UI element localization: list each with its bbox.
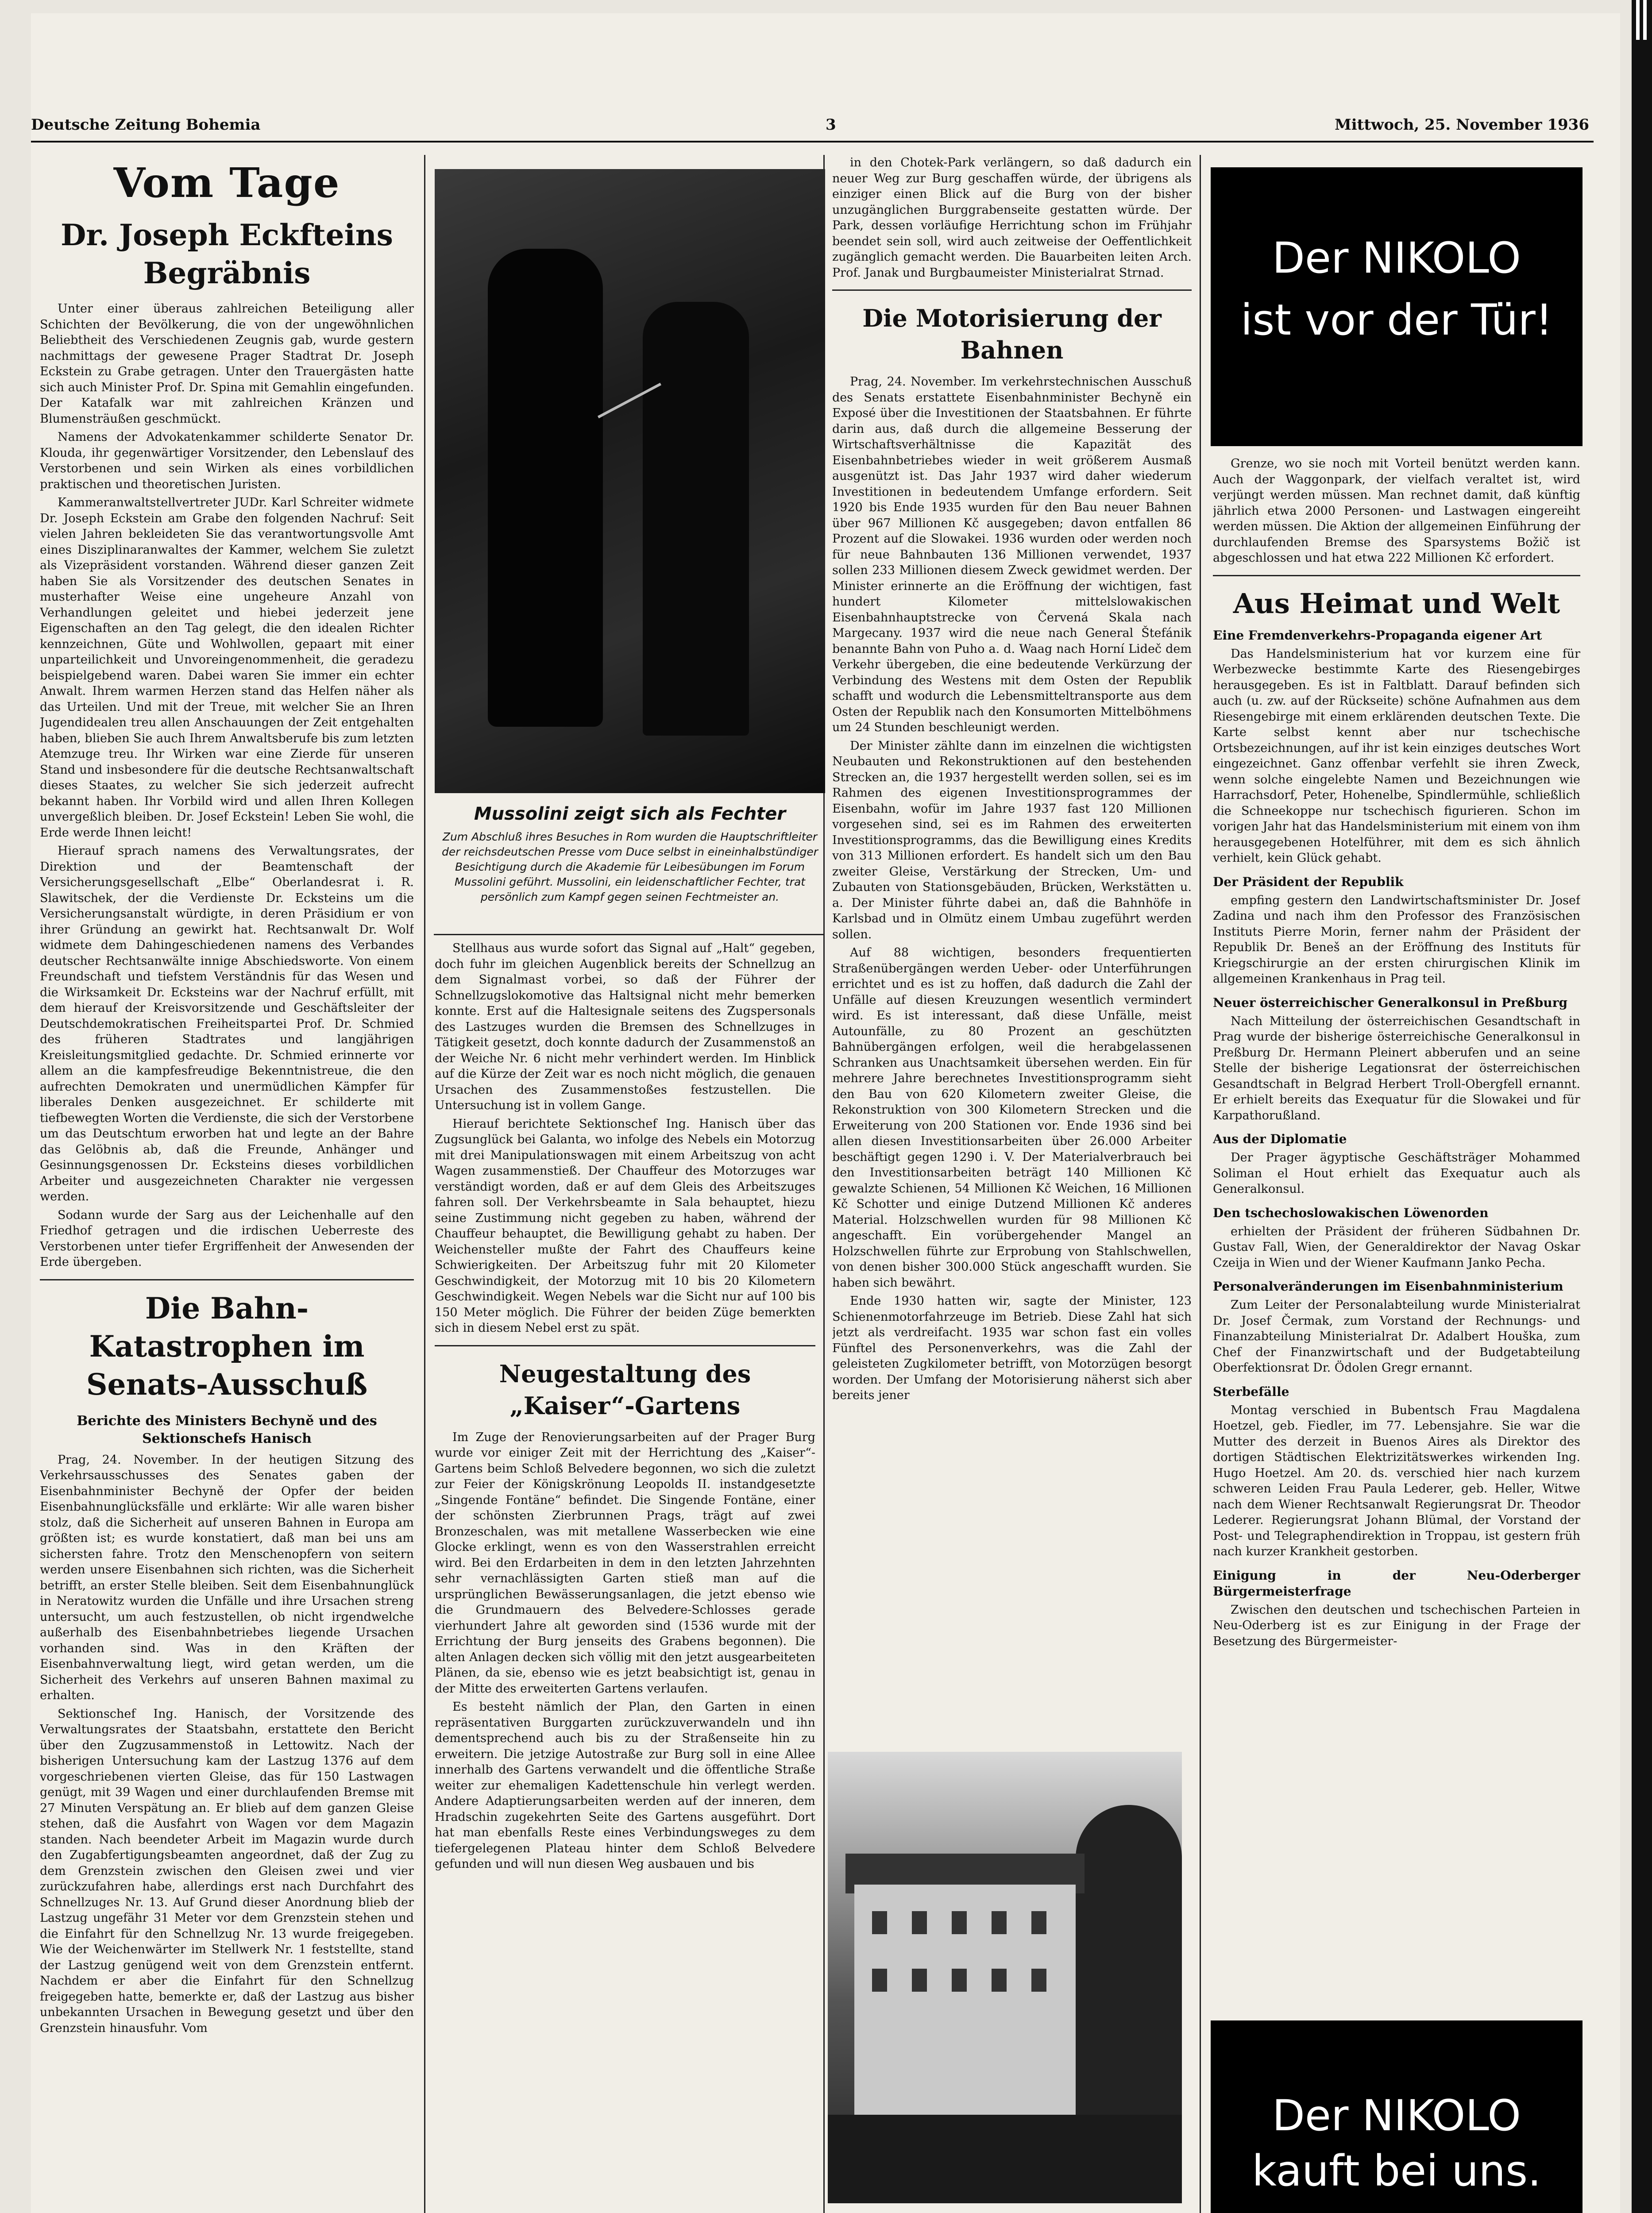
paragraph: Der Prager ägyptische Geschäftsträger Mohammed Soliman el Hout erhielt das Exequatur auch als Generalkonsul. (1213, 1151, 1580, 1196)
photo-window (992, 1969, 1007, 1992)
news-item-head: Der Präsident der Republik (1213, 874, 1404, 889)
article-body (40, 301, 414, 1270)
photo-ground (828, 2115, 1182, 2203)
headline: Aus Heimat und Welt (1233, 587, 1560, 620)
news-item (1213, 628, 1580, 866)
column-3 (832, 155, 1192, 1739)
news-item (1213, 1131, 1580, 1197)
news-item (1213, 1384, 1580, 1560)
paragraph: Kammeranwaltstellvertreter JUDr. Karl Schreiter widmete Dr. Joseph Eckstein am Grabe den folgenden Nachruf: Seit vielen Jahren bekleideten Sie das verantwortungsvolle Amt eines Disziplinaranwaltes der Kammer, welchem Sie zuletzt als Vizepräsident vorstanden. Während dieser ganzen Zeit haben Sie als Vorsitzender des deutschen Senates in musterhafter Weise eine ungeheure Anzahl von Verhandlungen geleitet und hiebei jederzeit jene Eigenschaften an den Tag gelegt, die den idealen Richter kennzeichnen, Güte und Wohlwollen, gepaart mit einer unparteilichkeit und Unvoreingenommenheit, die geradezu beispielgebend waren. Dabei waren Sie immer ein echter Anwalt. Ihrem warmen Herzen stand das Helfen näher als das Urteilen. Und mit der Treue, mit welcher Sie an Ihren Jugendidealen treu allen Anschauungen der Zeit entgehalten haben, blieben Sie auch Ihrem Anwaltsberufe bis zum letzten Atemzuge treu. Ihr Wirken war eine Zierde für unseren Stand und insbesondere für die deutsche Rechtsanwaltschaft dieses Staates, zu welcher Sie sich jederzeit aufrecht bekannt haben. Ihr Vorbild wird und allen Ihren Kollegen unvergeßlich bleiben. Dr. Josef Eckstein! Leben Sie wohl, die Erde werde Ihnen leicht! (40, 496, 414, 840)
nikolo-advertisement (1211, 167, 1583, 446)
photo-window (1031, 1911, 1046, 1934)
photo-window (952, 1911, 967, 1934)
news-item (1213, 874, 1580, 987)
photo-window (912, 1911, 927, 1934)
paragraph: Es besteht nämlich der Plan, den Garten in einen repräsentativen Burggarten zurückzuverwandeln und ihn dementsprechend auch bis zu der Straßenseite hin zu erweitern. Die jetzige Autostraße zur Burg soll in eine Allee innerhalb des Gartens verwandelt und die öffentliche Straße weiter zur ehemaligen Kadettenschule hin verlegt werden. Andere Adaptierungsarbeiten werden auf der inneren, dem Hradschin zugekehrten Seite des Gartens ausgeführt. Dort hat man ebenfalls Reste eines Verbindungsweges zu dem tiefergelegenen Plateau hinter dem Schloß Belvedere gefunden und will nun diesen Weg ausbauen und bis (435, 1700, 815, 1871)
page-number: 3 (826, 116, 836, 134)
paragraph: Grenze, wo sie noch mit Vorteil benützt werden kann. Auch der Waggonpark, der vielfach veraltet ist, wird verjüngt werden müssen. Man rechnet damit, daß künftig jährlich etwa 2000 Personen- und Lastwagen eingereiht werden müssen. Die Aktion der allgemeinen Einführung der durchlaufenden Bremse des Sparsystems Božič ist abgeschlossen und hat etwa 222 Millionen Kč erfordert. (1213, 457, 1580, 565)
page-header (31, 116, 1589, 143)
photo-caption (435, 802, 825, 905)
ad-line: kauft bei uns. (1252, 2146, 1541, 2196)
photo-figure (643, 302, 749, 736)
paragraph: Der Minister zählte dann im einzelnen die wichtigsten Neubauten und Rekonstruktionen auf den bestehenden Strecken an, die 1937 hergestellt werden sollen, sei es im Rahmen des eigenen Investitionsprogrammes der Eisenbahn, wofür im Jahre 1937 fast 120 Millionen vorgesehen sind, sei es im Rahmen des erweiterten Investitionsprogramms, das die Bewilligung eines Kredits von 313 Millionen erfordert. Es handelt sich um den Bau zweiter Gleise, Verstärkung der Strecken, Um- und Zubauten von Stationsgebäuden, Brücken, Werkstätten u. a. Der Minister führte dabei an, daß die Bahnhöfe in Karlsbad und in Olmütz einem Umbau zugeführt werden sollen. (832, 739, 1192, 941)
subheadline: Berichte des Ministers Bechyně und des Sektionschefs Hanisch (77, 1413, 377, 1446)
column-2 (435, 941, 815, 2213)
paragraph: Stellhaus aus wurde sofort das Signal auf „Halt“ gegeben, doch fuhr im gleichen Augenblick bereits der Schnellzug an dem Signalmast vorbei, so daß der Führer der Schnellzugslokomotive das Haltsignal nicht mehr bemerken konnte. Erst auf die Haltesignale seitens des Zugspersonals des Lastzuges wurden die Bremsen des Schnellzuges in Tätigkeit gesetzt, doch konnte dadurch der Zusammenstoß an der Weiche Nr. 6 nicht mehr verhindert werden. Im Hinblick auf die Kürze der Zeit war es noch nicht möglich, die genauen Ursachen des Zusammenstoßes festzustellen. Die Untersuchung ist in vollem Gange. (435, 941, 815, 1112)
paragraph: Hierauf berichtete Sektionschef Ing. Hanisch über das Zugsunglück bei Galanta, wo infolge des Nebels ein Motorzug mit drei Manipulationswagen mit einem Arbeitszug von acht Wagen zusammenstieß. Der Chauffeur des Motorzuges war verständigt worden, daß er auf dem Gleis des Arbeitszuges fahren soll. Der Verkehrsbeamte in Sala behauptet, hiezu seine Zustimmung nicht gegeben zu haben, während der Chauffeur behauptet, die Bewilligung gehabt zu haben. Der Weichensteller mußte der Fahrt des Chauffeurs keine Schwierigkeiten. Der Arbeitszug fuhr mit 20 Kilometer Geschwindigkeit, der Motorzug mit 10 bis 20 Kilometern Geschwindigkeit. Wegen Nebels war die Sicht nur auf 100 bis 150 Meter möglich. Die Führer der beiden Züge bemerkten sich in diesem Nebel erst zu spät. (435, 1117, 815, 1335)
issue-date: Mittwoch, 25. November 1936 (1335, 116, 1589, 134)
news-item-head: Den tschechoslowakischen Löwenorden (1213, 1205, 1489, 1220)
photo-window (912, 1969, 927, 1992)
paragraph: Zum Leiter der Personalabteilung wurde Ministerialrat Dr. Josef Čermak, zum Vorstand der Rechnungs- und Finanzabteilung Ministerialrat Dr. Adalbert Houška, zum Chef der Finanzwirtschaft und der Budgetabteilung Oberfektionsrat Dr. Ödolen Gregr ernannt. (1213, 1298, 1580, 1375)
paragraph: Zwischen den deutschen und tschechischen Parteien in Neu-Oderberg ist es zur Einigung in der Frage der Besetzung des Bürgermeister- (1213, 1603, 1580, 1648)
photo-window (992, 1911, 1007, 1934)
article-separator (40, 1279, 414, 1280)
photo-caption (828, 2211, 1182, 2213)
ad-line: Der NIKOLO (1272, 2091, 1521, 2140)
headline: Die Bahn-Katastrophen im Senats-Ausschuß (86, 1291, 368, 1402)
scan-edge (1632, 0, 1652, 2213)
paragraph: Ende 1930 hatten wir, sagte der Minister, 123 Schienenmotorfahrzeuge im Betrieb. Diese Zahl hat sich jetzt als verdreifacht. 1935 war schon fast ein volles Fünftel des Personenverkehrs, was die Zahl der geleisteten Zugkilometer betrifft, von Motorzügen besorgt worden. Der Umfang der Motorisierung näherst sich aber bereits jener (832, 1294, 1192, 1402)
paragraph: Prag, 24. November. Im verkehrstechnischen Ausschuß des Senats erstattete Eisenbahnminister Bechyně ein Exposé über die Investitionen der Staatsbahnen. Er führte darin aus, daß durch die allgemeine Besserung der Wirtschaftsverhältnisse die Kapazität des Eisenbahnbetriebes wieder in weit größerem Ausmaß ausgenützt ist. Das Jahr 1937 wird daher wiederum Investitionen in bedeutendem Umfange erfordern. Seit 1920 bis Ende 1935 wurden für den Bau neuer Bahnen über 967 Millionen Kč ausgegeben; davon entfallen 86 Prozent auf die Slowakei. 1936 wurden oder werden noch für neue Bahnbauten 136 Millionen verwendet, 1937 sollen 233 Millionen diesem Zweck gewidmet werden. Der Minister erinnerte an die Eröffnung der wichtigen, fast hundert Kilometer mittelslowakischen Eisenbahnhauptstrecke von Červená Skala nach Margecany. 1937 wird die neue nach General Štefánik benannte Bahn von Puho a. d. Waag nach Horní Lideč dem Verkehr übergeben, die eine bedeutende Verkürzung der Verbindung des Westens mit dem Osten der Republik schafft und wodurch die Lebensmitteltransporte aus dem Osten der Republik nach den Konsumorten Mittelböhmens um 24 Stunden beschleunigt werden. (832, 375, 1192, 734)
news-item-head: Personalveränderungen im Eisenbahnministerium (1213, 1279, 1563, 1294)
paragraph: Montag verschied in Bubentsch Frau Magdalena Hoetzel, geb. Fiedler, im 77. Lebensjahre. Sie war die Mutter des derzeit in Buenos Aires als Direktor des dortigen Städtischen Elektrizitätswerkes wirkenden Ing. Hugo Hoetzel. Am 20. ds. verschied hier nach kurzem schweren Leiden Frau Paula Lederer, geb. Heller, Witwe nach dem Wiener Rechtsanwalt Regierungsrat Dr. Theodor Lederer. Regierungsrat Johann Blümal, der Vorstand der Post- und Telegraphendirektion in Troppau, ist gestern früh nach kurzer Krankheit gestorben. (1213, 1403, 1580, 1558)
photo-caption-text: Zum Abschluß ihres Besuches in Rom wurden die Hauptschriftleiter der reichsdeutschen Presse vom Duce selbst in eineinhalbstündiger Besichtigung durch die Akademie für Leibesübungen im Forum Mussolini geführt. Mussolini, ein leidenschaftlicher Fechter, trat persönlich zum Kampf gegen seinen Fechtmeister an. (442, 830, 818, 903)
photo-building (854, 1885, 1076, 2115)
section-title: Vom Tage (113, 159, 340, 207)
headline: Neugestaltung des „Kaiser“-Gartens (499, 1359, 751, 1420)
news-item-head: Neuer österreichischer Generalkonsul in Preßburg (1213, 995, 1568, 1010)
paragraph: Namens der Advokatenkammer schilderte Senator Dr. Klouda, ihr gegenwärtiger Vorsitzender, den Lebenslauf des Verstorbenen und sein Wirken als eines vorbildlichen praktischen und theoretischen Juristen. (40, 430, 414, 491)
photo-window (952, 1969, 967, 1992)
news-item (1213, 1279, 1580, 1376)
news-item (1213, 995, 1580, 1124)
column-rule (1200, 155, 1201, 2213)
photo-tree (1076, 1805, 1182, 2115)
article-separator (435, 1345, 815, 1346)
paragraph: in den Chotek-Park verlängern, so daß dadurch ein neuer Weg zur Burg geschaffen würde, der übrigens als einziger einen Blick auf die Burg von der bisher unzugänglichen Burggrabenseite gestatten würde. Der Park, dessen vorläufige Herrichtung schon im Frühjahr beendet sein soll, wird auch zeitweise der Oeffentlichkeit zugänglich gemacht werden. Die Bauarbeiten leiten Arch. Prof. Janak und Burgbaumeister Ministerialrat Strnad. (832, 156, 1192, 280)
column-4 (1213, 456, 1580, 2005)
paragraph: Prag, 24. November. In der heutigen Sitzung des Verkehrsausschusses des Senates gaben der Eisenbahnminister Bechyně der Opfer der beiden Eisenbahnunglücksfälle und erklärte: Wir alle waren bisher stolz, daß die Sicherheit auf unseren Bahnen in Europa am größten ist; es wurde konstatiert, daß man bei uns am sichersten fahre. Trotz den Menschenopfern von seitern werden unsere Eisenbahnen sich richten, was die Sicherheit betrifft, an erster Stelle bleiben. Seit dem Eisenbahnunglück in Neratowitz wurden die Unfälle und ihre Ursachen streng untersucht, um auch festzustellen, ob nicht irgendwelche außerhalb des Eisenbahnbetriebes liegende Ursachen vorhanden sind. Was in den Kräften der Eisenbahnverwaltung liegt, wird getan werden, um die Sicherheit des Verkehrs auf unseren Bahnen maximal zu erhalten. (40, 1453, 414, 1702)
photo-window (1031, 1969, 1046, 1992)
ad-line: ist vor der Tür! (1240, 295, 1553, 345)
column-1 (40, 155, 414, 2213)
paper-name: Deutsche Zeitung Bohemia (31, 116, 261, 134)
article-body (40, 1452, 414, 2036)
header-rule (31, 141, 1594, 143)
paragraph: Sektionschef Ing. Hanisch, der Vorsitzende des Verwaltungsrates der Staatsbahn, erstattete den Bericht über den Zugzusammenstoß in Lettowitz. Nach der bisherigen Untersuchung kam der Lastzug 1376 auf dem vorgeschriebenen vierten Gleise, das für 150 Lastwagen genügt, mit 39 Wagen und einer durchlaufenden Bremse mit 27 Minuten Verspätung an. Er blieb auf dem ganzen Gleise stehen, daß die Ausfahrt von Wagen vor dem Magazin standen. Nach beendeter Arbeit im Magazin wurde durch den Zugabfertigungsbeamten angeordnet, daß der Zug zu dem Grenzstein zwischen den Gleisen zwei und vier zurückzufahren habe, allerdings erst nach Durchfahrt des Schnellzuges Nr. 13. Auf Grund dieser Anordnung blieb der Lastzug ungefähr 31 Meter vor dem Grenzstein stehen und die Einfahrt für den Schnellzug Nr. 13 wurde freigegeben. Wie der Weichenwärter im Stellwerk Nr. 1 feststellte, stand der Lastzug genügend weit von dem Grenzstein entfernt. Nachdem er aber die Einfahrt für den Schnellzug freigegeben hatte, bemerkte er, daß der Lastzug aus bisher unbekannten Ursachen in Bewegung gesetzt und über den Grenzstein hinausfuhr. Vom (40, 1707, 414, 2035)
article-separator (1213, 575, 1580, 576)
news-item (1213, 1568, 1580, 1650)
paragraph: Unter einer überaus zahlreichen Beteiligung aller Schichten der Bevölkerung, die von der ungewöhnlichen Beliebtheit des Verschiedenen Zeugnis gab, wurde gestern nachmittags der gewesene Prager Stadtrat Dr. Joseph Eckstein zu Grabe getragen. Unter den Trauergästen hatte sich auch Minister Prof. Dr. Spina mit Gemahlin eingefunden. Der Katafalk war mit zahlreichen Kränzen und Blumensträußen geschmückt. (40, 302, 414, 426)
headline: Dr. Joseph Eckfteins Begräbnis (61, 218, 393, 290)
paragraph: Auf 88 wichtigen, besonders frequentierten Straßenübergängen werden Ueber- oder Unterführungen errichtet und es ist zu hoffen, daß dadurch die Zahl der Unfälle auf diesen Kreuzungen wesentlich vermindert wird. Es ist interessant, daß diese Unfälle, meist Autounfälle, zu 80 Prozent an geschützten Bahnübergängen erfolgen, weil die herabgelassenen Schranken aus Unachtsamkeit übersehen werden. Ein für mehrere Jahre berechnetes Investitionsprogramm sieht den Bau von 620 Kilometern zweiter Gleise, die Rekonstruktion von 300 Kilometern Strecken und die Erweiterung von 200 Stationen vor. Ende 1936 sind bei allen diesen Investitionsarbeiten über 26.000 Arbeiter beschäftigt gegen 1290 i. V. Der Materialverbrauch bei den Investitionsarbeiten beträgt 140 Millionen Kč gewalzte Schienen, 54 Millionen Kč Weichen, 16 Millionen Kč Schotter und einige Dutzend Millionen Kč anderes Material. Holzschwellen wurden für 98 Millionen Kč angeschafft. Ein vorübergehender Mangel an Holzschwellen führte zur Erprobung von Stahlschwellen, von denen bisher 300.000 Stück angeschafft wurden. Sie haben sich bewährt. (832, 946, 1192, 1290)
column-rule (424, 155, 425, 2213)
paragraph: Sodann wurde der Sarg aus der Leichenhalle auf den Friedhof getragen und die irdischen Ueberreste des Verstorbenen unter tiefer Ergriffenheit der Anwesenden der Erde übergeben. (40, 1208, 414, 1269)
paragraph: erhielten der Präsident der früheren Südbahnen Dr. Gustav Fall, Wien, der Generaldirektor der Navag Oskar Czeija in Wien und der Wiener Kaufmann Janko Pecha. (1213, 1224, 1580, 1270)
news-item-head: Einigung in der Neu-Oderberger Bürgermeisterfrage (1213, 1568, 1580, 1599)
scan-mark (1643, 0, 1647, 40)
photo-caption-title: Mussolini zeigt sich als Fechter (474, 804, 786, 824)
headline: Die Motorisierung der Bahnen (862, 304, 1162, 364)
bata-advertisement (1211, 2020, 1583, 2213)
paragraph: Im Zuge der Renovierungsarbeiten auf der Prager Burg wurde vor einiger Zeit mit der Herrichtung des „Kaiser“-Gartens beim Schloß Belvedere begonnen, wo sich die zuletzt zur Feier der Königskrönung Leopolds II. instandgesetzte „Singende Fontäne“ befindet. Die Singende Fontäne, einer der schönsten Zierbrunnen Prags, trägt auf zwei Bronzeschalen, was mit metallene Wasserbecken wie eine Glocke erklingt, wenn es von den Wasserstrahlen erreicht wird. Bei den Erdarbeiten in dem in den letzten Jahrzehnten sehr vernachlässigten Garten stieß man auf die ursprünglichen Bewässerungsanlagen, die jetzt ebenso wie die Grundmauern des Belvedere-Schlosses gerade vierhundert Jahre alt geworden sind (1536 wurde mit der Errichtung der Burg jenseits des Grabens begonnen). Die alten Anlagen decken sich völlig mit den jetzt ausgearbeiteten Plänen, da sie, ebenso wie es jetzt beabsichtigt ist, genau in der Mitte des erweiterten Gartens verlaufen. (435, 1430, 815, 1696)
paragraph: Hierauf sprach namens des Verwaltungsrates, der Direktion und der Beamtenschaft der Versicherungsgesellschaft „Elbe“ Oberlandesrat i. R. Slawitschek, der die Verdienste Dr. Ecksteins um die Versicherungsanstalt würdigte, in deren Präsidium er von ihrer Gründung an gewirkt hat. Rechtsanwalt Dr. Wolf widmete dem Dahingeschiedenen namens des Verbandes deutscher Rechtsanwälte innige Abschiedsworte. Von einem Freundschaft und tiefstem Verständnis für das Wesen und die Wirksamkeit Dr. Ecksteins war der Nachruf erfüllt, mit dem hierauf der Kreisvorsitzende und Geschäftsleiter der Deutschdemokratischen Freiheitspartei Prof. Dr. Schmied des früheren Stadtrates und langjährigen Kreisleitungsmitglied gedachte. Dr. Schmied erinnerte vor allem an die kampfesfreudige Bekenntnistreue, die den aufrechten Demokraten und unermüdlichen Kämpfer für liberales Denken ausgezeichnet. Er schilderte mit tiefbewegten Worten die Verdienste, die sich der Verstorbene um das Deutschtum erworben hat und legte an der Bahre das Gelöbnis ab, daß die Freunde, Anhänger und Gesinnungsgenossen Dr. Ecksteins dieses vorbildlichen Arbeiter und ausgezeichneten Charakter nie vergessen werden. (40, 844, 414, 1203)
paragraph: Nach Mitteilung der österreichischen Gesandtschaft in Prag wurde der bisherige österreichische Generalkonsul in Preßburg Dr. Hermann Pleinert abberufen und an seine Stelle der bisherige Legationsrat der österreichischen Gesandtschaft in Belgrad Herbert Troll-Obergfell ernannt. Er erhielt bereits das Exequatur für die Slowakei und für Karpathorußland. (1213, 1014, 1580, 1122)
mussolini-fencing-photo (435, 169, 825, 793)
photo-window (872, 1969, 887, 1992)
paragraph: empfing gestern den Landwirtschaftsminister Dr. Josef Zadina und nach ihm den Professor des Französischen Instituts Pierre Morin, ferner nahm der Präsident der Republik Dr. Beneš an der Eröffnung des Instituts für Kriegschirurgie an der ersten chirurgischen Klinik im allgemeinen Krankenhaus in Prag teil. (1213, 893, 1580, 986)
photo-window (872, 1911, 887, 1934)
article-separator (434, 934, 823, 935)
news-item-head: Aus der Diplomatie (1213, 1132, 1347, 1146)
paragraph: Das Handelsministerium hat vor kurzem eine für Werbezwecke bestimmte Karte des Riesengebirges herausgegeben. Es ist in Faltblatt. Darauf befinden sich auch (u. zw. auf der Rückseite) schöne Aufnahmen aus dem Riesengebirge mit einem erklärenden deutschen Texte. Die Karte selbst kennt aber nur tschechische Ortsbezeichnungen, auf ihr ist kein einziges deutsches Wort eingezeichnet. Ganz offenbar verfehlt sie ihren Zweck, wenn solche eingelebte Namen und Bezeichnungen wie Harrachsdorf, Peter, Hohenelbe, Spindlermühle, schließlich die Schneekoppe nur tschechisch figurieren. Schon im vorigen Jahr hat das Handelsministerium mit einem von ihm herausgegebenen Hotelführer, mit dem es sich ähnlich verhielt, kein Glück gehabt. (1213, 647, 1580, 865)
ad-line: Der NIKOLO (1272, 233, 1521, 283)
article-separator (832, 289, 1192, 291)
news-item (1213, 1205, 1580, 1271)
photo-figure (488, 249, 603, 727)
krummau-photo (828, 1752, 1182, 2203)
news-item-head: Sterbefälle (1213, 1384, 1289, 1399)
scan-mark (1636, 0, 1640, 40)
news-item-head: Eine Fremdenverkehrs-Propaganda eigener Art (1213, 628, 1542, 643)
